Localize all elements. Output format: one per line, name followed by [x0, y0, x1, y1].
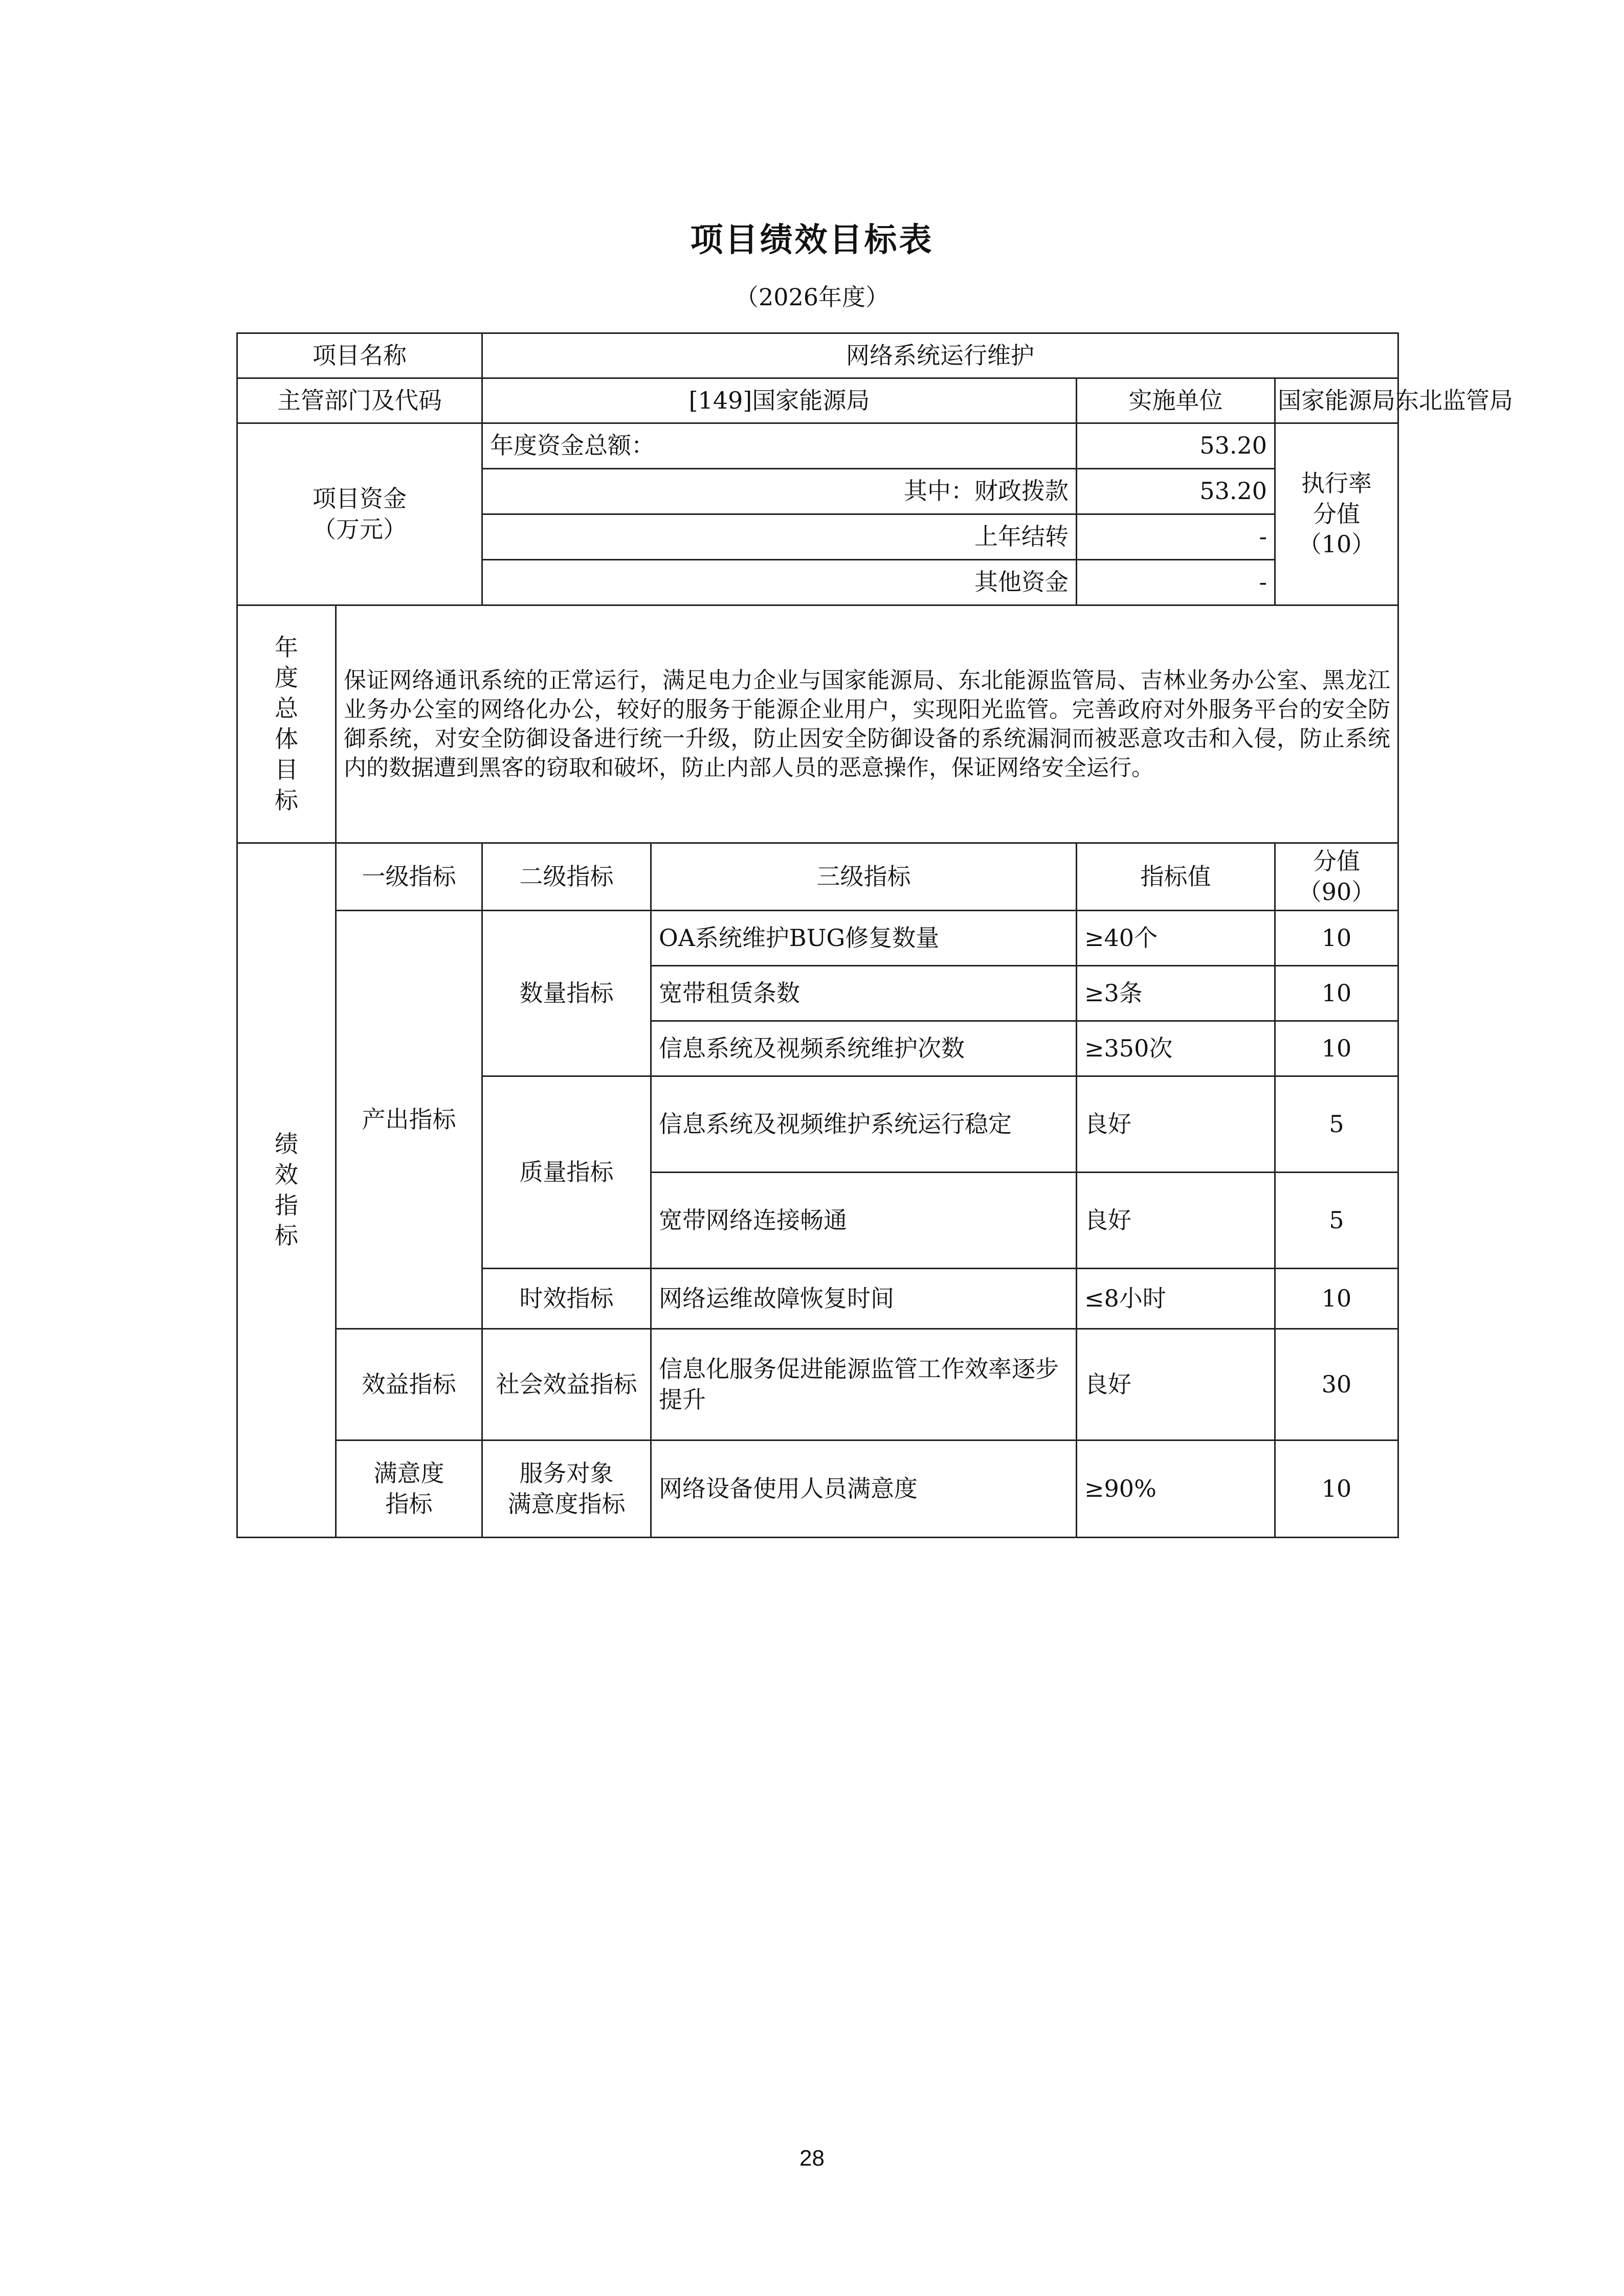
indicator-score: 10 [1275, 966, 1398, 1021]
level2-header: 二级指标 [482, 843, 651, 911]
goal-label-char: 标 [275, 786, 298, 814]
benefit-indicator-label: 效益指标 [336, 1329, 482, 1440]
total-funds-value: 53.20 [1077, 423, 1275, 469]
quantity-indicator-label: 数量指标 [482, 911, 651, 1076]
score-header-line1: 分值 [1313, 847, 1360, 875]
output-indicator-label: 产出指标 [336, 911, 482, 1329]
indicator-value: ≤8小时 [1077, 1269, 1275, 1329]
indicator-name: 信息化服务促进能源监管工作效率逐步提升 [651, 1329, 1077, 1440]
total-funds-label: 年度资金总额： [482, 423, 1077, 469]
goal-label-char: 目 [275, 755, 298, 783]
indicator-name: 信息系统及视频系统维护次数 [651, 1021, 1077, 1076]
indicator-value: 良好 [1077, 1173, 1275, 1269]
satisfaction-line2: 指标 [385, 1490, 433, 1518]
funds-label-line2: （万元） [313, 515, 407, 543]
table-row [237, 1329, 1398, 1440]
project-name-row [237, 333, 1398, 378]
funds-total-row [237, 423, 1398, 469]
indicator-name: 网络运维故障恢复时间 [651, 1269, 1077, 1329]
annual-goal-row [237, 605, 1398, 843]
funds-label-line1: 项目资金 [313, 484, 407, 512]
service-line2: 满意度指标 [507, 1490, 626, 1518]
indicator-value: ≥40个 [1077, 911, 1275, 966]
social-benefit-indicator-label: 社会效益指标 [482, 1329, 651, 1440]
project-name-label: 项目名称 [237, 333, 482, 378]
annual-goal-text: 保证网络通讯系统的正常运行，满足电力企业与国家能源局、东北能源监管局、吉林业务办公室、黑龙江业务办公室的网络化办公，较好的服务于能源企业用户，实现阳光监管。完善政府对外服务平台的安全防御系统，对安全防御设备进行统一升级，防止因安全防御设备的系统漏洞而被恶意攻击和入侵，防止系统内的数据遭到黑客的窃取和破坏，防止内部人员的恶意操作，保证网络安全运行。 [336, 605, 1398, 843]
service-line1: 服务对象 [519, 1459, 614, 1487]
level1-header: 一级指标 [336, 843, 482, 911]
performance-target-table [236, 332, 1513, 1538]
other-funds-value: - [1077, 560, 1275, 605]
department-label: 主管部门及代码 [237, 378, 482, 423]
quality-indicator-label: 质量指标 [482, 1076, 651, 1269]
department-row [237, 378, 1398, 423]
indicator-value-header: 指标值 [1077, 843, 1275, 911]
carryover-label: 上年结转 [482, 514, 1077, 560]
indicator-score: 10 [1275, 1440, 1398, 1538]
goal-label-char: 年 [275, 633, 298, 661]
table-row [237, 911, 1398, 966]
fiscal-funds-value: 53.20 [1077, 469, 1275, 514]
table-row [237, 1440, 1398, 1538]
funds-label [237, 423, 482, 605]
indicators-label-char: 标 [275, 1222, 298, 1250]
indicators-label-char: 效 [275, 1160, 298, 1188]
goal-label-char: 度 [275, 664, 298, 692]
page-title: 项目绩效目标表 [690, 221, 934, 259]
indicator-value: 良好 [1077, 1076, 1275, 1173]
performance-indicators-label [237, 843, 336, 1538]
fiscal-funds-label: 其中：财政拨款 [482, 469, 1077, 514]
goal-label-char: 总 [275, 694, 298, 723]
indicators-label-char: 指 [275, 1191, 298, 1219]
goal-label-char: 体 [275, 725, 298, 753]
indicator-name: 宽带租赁条数 [651, 966, 1077, 1021]
indicator-score: 5 [1275, 1076, 1398, 1173]
indicator-name: 信息系统及视频维护系统运行稳定 [651, 1076, 1077, 1173]
implementing-unit-value: 国家能源局东北监管局 [1275, 378, 1398, 423]
score-header [1275, 843, 1398, 911]
execution-rate-line2: 分值 [1313, 500, 1360, 528]
indicator-name: OA系统维护BUG修复数量 [651, 911, 1077, 966]
indicator-score: 5 [1275, 1173, 1398, 1269]
indicator-score: 30 [1275, 1329, 1398, 1440]
indicator-value: ≥350次 [1077, 1021, 1275, 1076]
indicator-score: 10 [1275, 911, 1398, 966]
execution-rate-line1: 执行率 [1301, 469, 1372, 497]
indicator-value: ≥90% [1077, 1440, 1275, 1538]
other-funds-label: 其他资金 [482, 560, 1077, 605]
execution-rate-line3: （10） [1298, 530, 1375, 558]
fiscal-year: （2026年度） [735, 283, 889, 311]
score-header-line2: （90） [1298, 877, 1375, 906]
level3-header: 三级指标 [651, 843, 1077, 911]
page-number: 28 [799, 2146, 825, 2171]
indicator-name: 宽带网络连接畅通 [651, 1173, 1077, 1269]
implementing-unit-label: 实施单位 [1077, 378, 1275, 423]
department-value: [149]国家能源局 [482, 378, 1077, 423]
satisfaction-line1: 满意度 [373, 1459, 444, 1487]
indicator-value: ≥3条 [1077, 966, 1275, 1021]
indicator-header-row [237, 843, 1398, 911]
service-satisfaction-indicator-label [482, 1440, 651, 1538]
carryover-value: - [1077, 514, 1275, 560]
satisfaction-indicator-label [336, 1440, 482, 1538]
project-name-value: 网络系统运行维护 [482, 333, 1398, 378]
execution-rate-score [1275, 423, 1398, 605]
indicator-value: 良好 [1077, 1329, 1275, 1440]
indicators-label-char: 绩 [275, 1130, 298, 1158]
indicator-score: 10 [1275, 1269, 1398, 1329]
indicator-name: 网络设备使用人员满意度 [651, 1440, 1077, 1538]
timeliness-indicator-label: 时效指标 [482, 1269, 651, 1329]
annual-goal-label [237, 605, 336, 843]
indicator-score: 10 [1275, 1021, 1398, 1076]
